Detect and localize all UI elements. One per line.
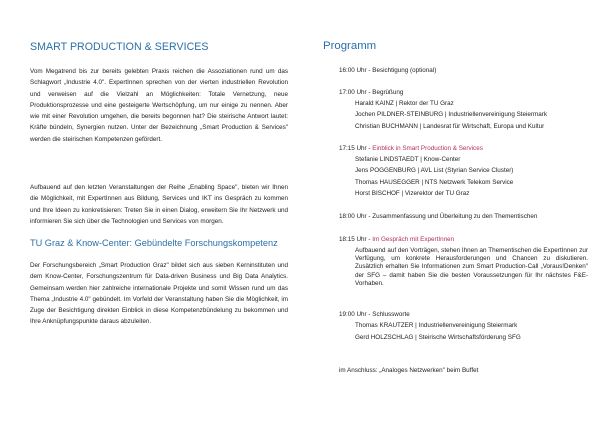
intro-paragraph: Vom Megatrend bis zur bereits gelebten Praxis reichen die Assoziationen rund um das Schlagwort „Industrie 4.0". ExpertInnen sprechen von der vierten industriellen Revolution und verweisen auf die Vielzahl an Möglichkeiten: Totale Vernetzung, neue Produktionsprozesse und eine gesteigerte Wertschöpfung, um nur einige zu nennen. Aber wie mit einer Revolution umgehen, die bereits begonnen hat? Die steirische Antwort lautet: Kräfte bündeln, Synergien nutzen. Unter der Bezeichnung „Smart Production & Services" werden die steirischen Kompetenzen gefördert. (30, 68, 288, 143)
speaker-line: Horst BISCHOF | Vizerektor der TU Graz (355, 190, 470, 197)
research-paragraph: Der Forschungsbereich „Smart Production Graz" bildet sich aus sieben Kerninstituten und dem Know-Center, Forschungszentrum für Data-driven Business und Big Data Analytics. Gemeinsam werden hier zahlreiche internationale Projekte und somit Wissen rund um das Thema „Industrie 4.0" gebündelt. Im Vorfeld der Veranstaltung haben Sie die Möglichkeit, im Zuge der Besichtigung direkten Einblick in diese Kompetenzbündelung zu bekommen und Ihre Anknüpfungspunkte daraus abzuleiten. (30, 262, 288, 326)
schedule-item (339, 236, 454, 244)
highlighted-title: Im Gespräch mit ExpertInnen (372, 236, 455, 243)
highlighted-title: Einblick in Smart Production & Services (372, 145, 483, 152)
schedule-time: 17:15 Uhr - (339, 145, 373, 152)
program-title: Programm (323, 40, 377, 52)
expert-session-description: Aufbauend auf den Vorträgen, stehen Ihnen an Thementischen die ExpertInnen zur Verfügung, um konkrete Herausforderungen und Chancen zu diskutieren. Zusätzlich erhalten Sie Informationen zum Smart Production-Call „Voraus!Denken" der SFG – damit haben Sie die besten Voraussetzungen für Ihr nächstes F&E-Vorhaben. (355, 247, 588, 287)
speaker-line: Jochen PILDNER-STEINBURG | Industriellenvereinigung Steiermark (355, 111, 548, 118)
speaker-line: Jens POGGENBURG | AVL List (Styrian Service Cluster) (355, 167, 514, 174)
schedule-item: 18:00 Uhr - Zusammenfassung und Überleitung zu den Thementischen (339, 213, 538, 220)
speaker-line: Gerd HOLZSCHLAG | Steirische Wirtschaftsförderung SFG (355, 334, 521, 341)
schedule-item: 19:00 Uhr - Schlussworte (339, 311, 410, 318)
section-heading: SMART PRODUCTION & SERVICES (30, 41, 209, 53)
schedule-item: 16:00 Uhr - Besichtigung (optional) (339, 67, 437, 74)
schedule-item (339, 145, 483, 153)
speaker-line: Harald KAINZ | Rektor der TU Graz (355, 100, 454, 107)
speaker-line: Christian BUCHMANN | Landesrat für Wirtschaft, Europa und Kultur (355, 123, 545, 130)
schedule-item: 17:00 Uhr - Begrüßung (339, 89, 404, 96)
speaker-line: Stefanie LINDSTAEDT | Know-Center (355, 156, 461, 163)
enabling-space-paragraph: Aufbauend auf den letzten Veranstaltungen der Reihe „Enabling Space", bieten wir Ihnen die Möglichkeit, mit ExpertInnen aus Bildung, Services und IKT ins Gespräch zu kommen und Ihre Ideen zu konkretisieren: Treten Sie in einen Dialog, erweitern Sie Ihr Netzwerk und informieren Sie sich über die Technologien und Services von morgen. (30, 184, 288, 225)
schedule-time: 18:15 Uhr - (339, 236, 373, 243)
speaker-line: Thomas HAUSEGGER | NTS Netzwerk Telekom Service (355, 179, 514, 186)
research-subheading: TU Graz & Know-Center: Gebündelte Forschungskompetenz (30, 238, 278, 248)
speaker-line: Thomas KRAUTZER | Industriellenvereinigung Steiermark (355, 322, 518, 329)
schedule-item: im Anschluss: „Analoges Netzwerken" beim Buffet (339, 367, 479, 374)
